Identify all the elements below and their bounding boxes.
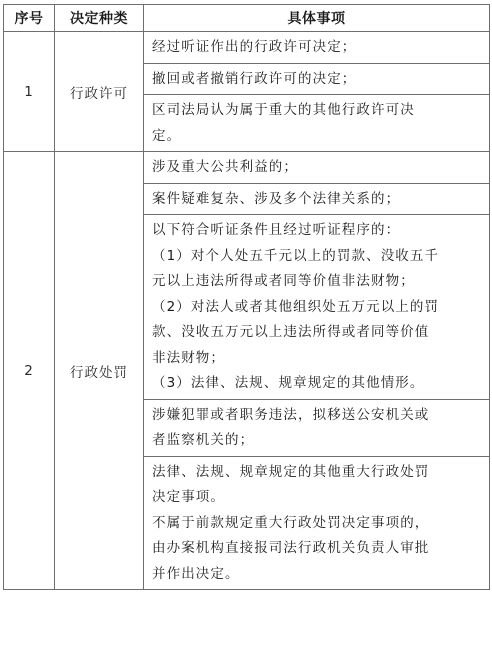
- decision-table: [3, 4, 490, 590]
- item-line: 以下符合听证条件且经过听证程序的：: [152, 222, 401, 238]
- item-line: 区司法局认为属于重大的其他行政许可决: [152, 102, 415, 118]
- header-seq: 序号: [4, 5, 55, 32]
- group-2-seq: 2: [4, 152, 55, 590]
- header-row: [4, 5, 490, 32]
- item-line: 定。: [152, 127, 182, 144]
- item-line: （2）对法人或者其他组织处五万元以上的罚: [152, 298, 440, 315]
- item-line: 涉及重大公共利益的；: [152, 159, 298, 175]
- item-line: 决定事项。: [152, 489, 225, 505]
- group-2-item-4: [144, 399, 490, 456]
- item-line: 涉嫌犯罪或者职务违法，拟移送公安机关或: [152, 406, 430, 423]
- item-line: 法律、法规、规章规定的其他重大行政处罚: [152, 463, 430, 480]
- group-1-kind: 行政许可: [55, 32, 144, 152]
- item-line: 不属于前款规定重大行政处罚决定事项的，: [152, 514, 430, 531]
- group-1-seq: 1: [4, 32, 55, 152]
- group-2-kind: 行政处罚: [55, 152, 144, 590]
- item-line: 由办案机构直接报司法行政机关负责人审批: [152, 540, 430, 556]
- group-2-item-1: [144, 152, 490, 184]
- item-line: （1）对个人处五千元以上的罚款、没收五千: [152, 247, 440, 264]
- header-items: 具体事项: [144, 5, 490, 32]
- item-line: 款、没收五万元以上违法所得或者同等价值: [152, 324, 430, 340]
- item-line: 经过听证作出的行政许可决定；: [152, 39, 357, 55]
- item-line: 者监察机关的；: [152, 432, 255, 448]
- table-row: [4, 152, 490, 184]
- item-line: 并作出决定。: [152, 565, 240, 582]
- item-line: 元以上违法所得或者同等价值非法财物；: [152, 273, 415, 289]
- group-2-item-5: [144, 456, 490, 590]
- group-1-item-3: [144, 95, 490, 152]
- group-2-item-2: [144, 183, 490, 215]
- item-line: 案件疑难复杂、涉及多个法律关系的；: [152, 190, 401, 207]
- group-1-item-2: [144, 63, 490, 95]
- item-line: 非法财物；: [152, 349, 225, 366]
- group-1-item-1: [144, 32, 490, 64]
- group-2-item-3: [144, 215, 490, 400]
- header-kind: 决定种类: [55, 5, 144, 32]
- table-row: [4, 32, 490, 64]
- item-line: （3）法律、法规、规章规定的其他情形。: [152, 375, 425, 391]
- item-line: 撤回或者撤销行政许可的决定；: [152, 70, 357, 87]
